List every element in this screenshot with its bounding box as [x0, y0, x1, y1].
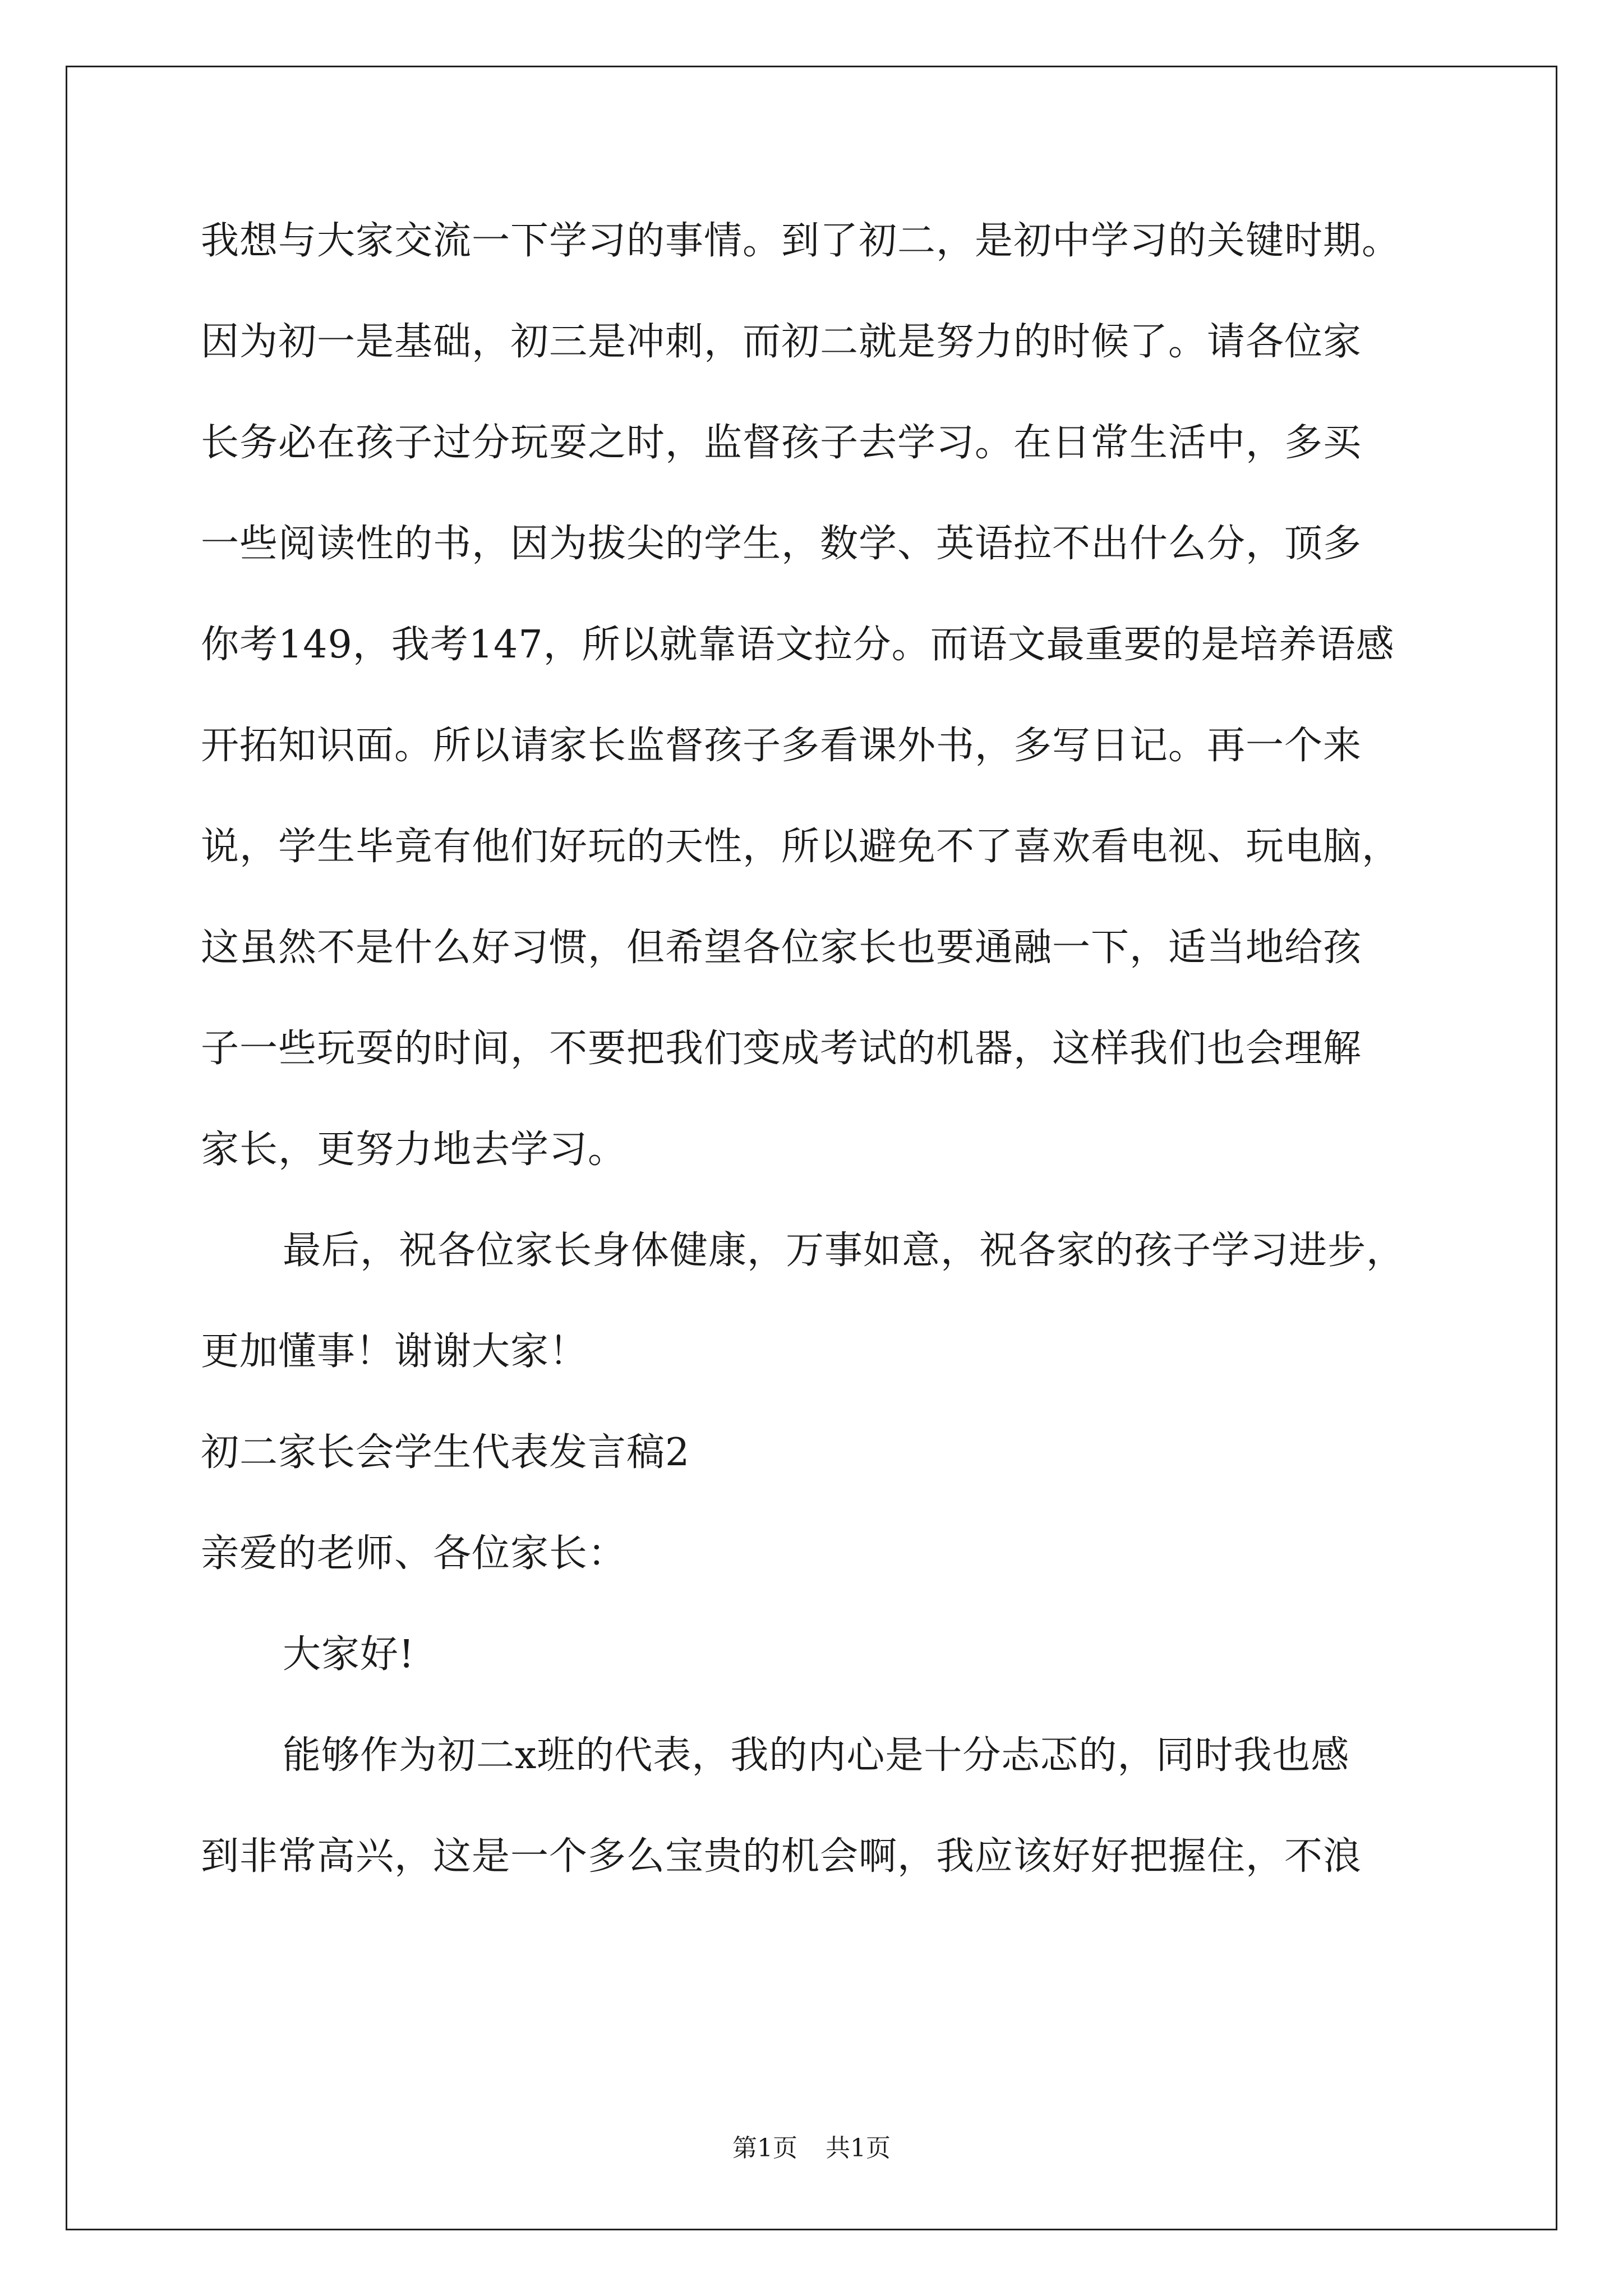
body-line: 你考149，我考147，所以就靠语文拉分。而语文最重要的是培养语感 — [201, 623, 1395, 667]
closing-line: 更加懂事！谢谢大家！ — [201, 1329, 588, 1374]
salutation: 亲爱的老师、各位家长： — [201, 1531, 627, 1576]
body-line: 一些阅读性的书，因为拔尖的学生，数学、英语拉不出什么分，顶多 — [201, 522, 1362, 566]
body-line: 家长，更努力地去学习。 — [201, 1128, 627, 1172]
page-footer — [0, 2132, 1623, 2165]
body-line: 这虽然不是什么好习惯，但希望各位家长也要通融一下，适当地给孩 — [201, 926, 1362, 970]
body-line: 我想与大家交流一下学习的事情。到了初二，是初中学习的关键时期。 — [201, 219, 1401, 263]
greeting: 大家好! — [283, 1632, 415, 1677]
closing-line: 最后，祝各位家长身体健康，万事如意，祝各家的孩子学习进步， — [283, 1228, 1405, 1273]
page-total: 共1页 — [826, 2134, 891, 2162]
body-line: 长务必在孩子过分玩耍之时，监督孩子去学习。在日常生活中，多买 — [201, 421, 1362, 465]
body-line: 因为初一是基础，初三是冲刺，而初二就是努力的时候了。请各位家 — [201, 320, 1362, 364]
body-line: 子一些玩耍的时间，不要把我们变成考试的机器，这样我们也会理解 — [201, 1027, 1362, 1071]
body-line: 说，学生毕竟有他们好玩的天性，所以避免不了喜欢看电视、玩电脑， — [201, 825, 1401, 869]
document-body — [201, 213, 1435, 1930]
section-title: 初二家长会学生代表发言稿2 — [201, 1430, 690, 1475]
body-line: 到非常高兴，这是一个多么宝贵的机会啊，我应该好好把握住，不浪 — [201, 1834, 1362, 1879]
page-number: 第1页 — [732, 2134, 797, 2162]
body-line: 能够作为初二x班的代表，我的内心是十分忐忑的，同时我也感 — [283, 1733, 1350, 1778]
body-line: 开拓知识面。所以请家长监督孩子多看课外书，多写日记。再一个来 — [201, 724, 1362, 768]
